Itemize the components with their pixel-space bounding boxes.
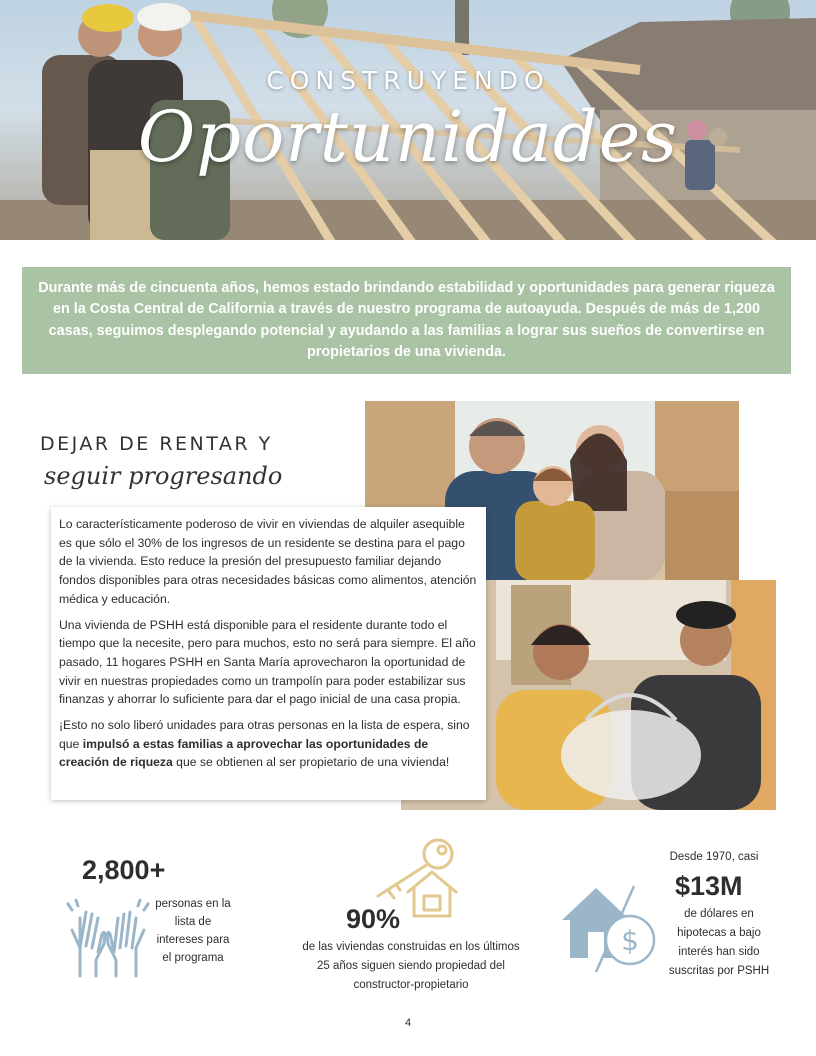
body-paragraph-1: Lo característicamente poderoso de vivir en viviendas de alquiler asequible es que sólo el 30% de los ingresos de un residente se destina para el pago de la vivienda. Esto reduce la presión del presupuesto familiar dejando fondos disponibles para otras necesidades básicas como alimentos, atención médica y educación.	[59, 517, 477, 606]
raised-hands-icon	[66, 898, 150, 980]
stat-ownership-text: de las viviendas construidas en los últimos 25 años siguen siendo propiedad del constructor-propietario	[302, 941, 520, 991]
body-p3-emphasis: impulsó a estas familias a aprovechar las oportunidades de creación de riqueza	[59, 736, 429, 770]
body-text-card	[51, 507, 486, 800]
hero-title-top: CONSTRUYENDO	[266, 66, 550, 95]
stat-mortgage-value: $13M	[675, 871, 743, 901]
stat-ownership-value: 90%	[346, 904, 401, 934]
body-p3-end: que se obtienen al ser propietario de una vivienda!	[172, 755, 450, 770]
stat-waitlist-value: 2,800+	[82, 855, 166, 885]
stat-waitlist-text: personas en la lista de intereses para el programa	[155, 898, 231, 964]
hero-title-script: Oportunidades	[137, 96, 679, 178]
section-title: DEJAR DE RENTAR Y	[40, 433, 273, 455]
section-subtitle: seguir progresando	[44, 462, 283, 490]
page-number: 4	[404, 1017, 412, 1029]
hero-banner	[0, 0, 816, 240]
intro-text: Durante más de cincuenta años, hemos estado brindando estabilidad y oportunidades para generar riqueza en la Costa Central de California a través de nuestro programa de autoayuda. Después de más de 1,200 casas, seguimos desplegando potencial y ayudando a las familias a lograr sus sueños de convertirse en propietarios de una vivienda.	[38, 279, 775, 360]
body-paragraph-3	[59, 716, 479, 772]
body-paragraph-2: Una vivienda de PSHH está disponible para el residente durante todo el tiempo que la necesite, pero para muchos, esto no será para siempre. El año pasado, 11 hogares PSHH en Santa María aprovecharon la oportunidad de vivir en nuestras propiedades como un trampolín para poder estabilizar sus finanzas y ahorrar lo suficiente para dar el pago inicial de una casa propia.	[59, 617, 476, 707]
house-dollar-icon	[560, 884, 660, 976]
stat-mortgage-prefix: Desde 1970, casi	[669, 851, 759, 863]
svg-text:$: $	[621, 924, 639, 957]
stat-mortgage-text: de dólares en hipotecas a bajo interés han sido suscritas por PSHH	[668, 908, 770, 977]
intro-band	[22, 267, 791, 374]
body-p3-start: ¡Esto no solo liberó unidades para otras personas en la lista de espera, sino que	[59, 718, 470, 751]
